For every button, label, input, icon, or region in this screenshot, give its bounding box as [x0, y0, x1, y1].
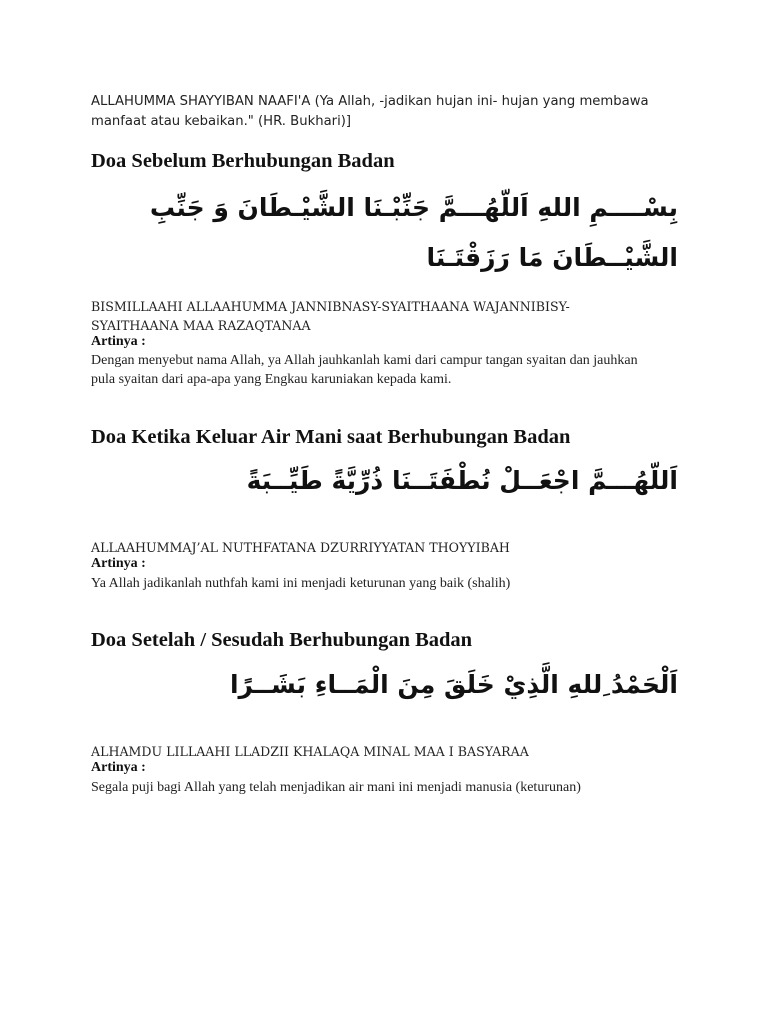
section-heading-after: Doa Setelah / Sesudah Berhubungan Badan — [91, 629, 473, 651]
arabic-prayer-before-line-1: بِسْــــمِ اللهِ اَللّهُـــمَّ جَنِّبْـنَا الشَّيْـطَانَ وَ جَنِّبِ — [149, 193, 678, 222]
transliteration-before: BISMILLAAHI ALLAAHUMMA JANNIBNASY-SYAITHAANA WAJANNIBISY-SYAITHAANA MAA RAZAQTANAA — [91, 299, 570, 333]
meaning-during: Ya Allah jadikanlah nuthfah kami ini menjadi keturunan yang baik (shalih) — [91, 576, 511, 591]
arabic-prayer-after: اَلْحَمْدُ ِللهِ الَّذِيْ خَلَقَ مِنَ الْمَــاءِ بَشَــرًا — [229, 670, 678, 699]
meaning-after: Segala puji bagi Allah yang telah menjadikan air mani ini menjadi manusia (keturunan) — [91, 780, 581, 795]
arabic-prayer-before-line-2: الشَّيْــطَانَ مَا رَزَقْتَـنَا — [426, 243, 678, 272]
section-heading-during: Doa Ketika Keluar Air Mani saat Berhubungan Badan — [91, 426, 571, 448]
transliteration-during: ALLAAHUMMAJ’AL NUTHFATANA DZURRIYYATAN THOYYIBAH — [91, 540, 510, 555]
meaning-before: Dengan menyebut nama Allah, ya Allah jauhkanlah kami dari campur tangan syaitan dan jauhkan pula syaitan dari apa-apa yang Engkau karuniakan kepada kami. — [91, 353, 638, 387]
meaning-label-before: Artinya : — [91, 334, 146, 349]
intro-paragraph: ALLAHUMMA SHAYYIBAN NAAFI'A (Ya Allah, -jadikan hujan ini- hujan yang membawa manfaat atau kebaikan." (HR. Bukhari)] — [91, 94, 649, 129]
section-heading-before: Doa Sebelum Berhubungan Badan — [91, 150, 395, 172]
arabic-prayer-during: اَللّهُـــمَّ اجْعَــلْ نُطْفَتَــنَا ذُرِّيَّةً طَيِّــبَةً — [246, 466, 678, 495]
transliteration-after: ALHAMDU LILLAAHI LLADZII KHALAQA MINAL MAA I BASYARAA — [91, 744, 529, 759]
meaning-label-during: Artinya : — [91, 556, 146, 571]
meaning-label-after: Artinya : — [91, 760, 146, 775]
